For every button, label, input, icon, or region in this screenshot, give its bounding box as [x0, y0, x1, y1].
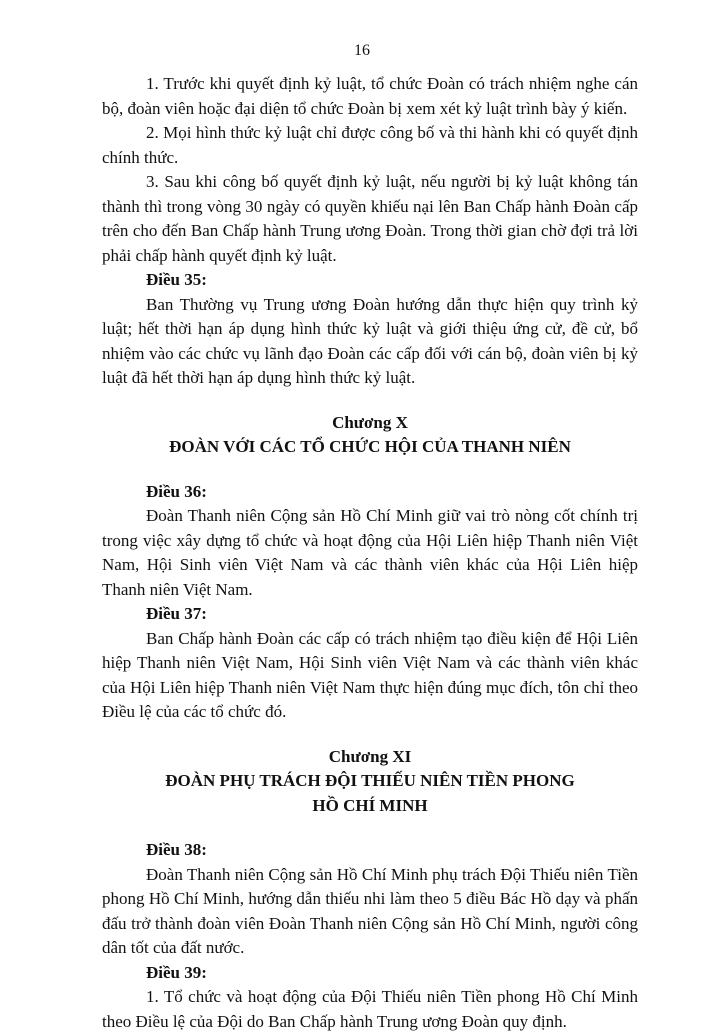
chapter-10-label: Chương X — [332, 412, 408, 432]
article-35-heading: Điều 35: — [146, 270, 207, 289]
article-35-text: Ban Thường vụ Trung ương Đoàn hướng dẫn thực hiện quy trình kỷ luật; hết thời hạn áp dụng hình thức kỷ luật và giới thiệu ứng cử, đề cử, bổ nhiệm vào các chức vụ lãnh đạo Đoàn các cấp đối với cán bộ, đoàn viên bị kỷ luật đã hết thời hạn áp dụng hình thức kỷ luật. — [102, 294, 638, 387]
paragraph-item-2: 2. Mọi hình thức kỷ luật chỉ được công bố và thi hành khi có quyết định chính thức. — [102, 123, 638, 167]
chapter-11-title-line-2: HỒ CHÍ MINH — [312, 795, 428, 815]
chapter-10-title: ĐOÀN VỚI CÁC TỔ CHỨC HỘI CỦA THANH NIÊN — [169, 437, 571, 456]
article-38-heading: Điều 38: — [146, 840, 207, 859]
article-39-heading: Điều 39: — [146, 962, 207, 982]
page-content — [102, 72, 638, 1034]
article-37-heading: Điều 37: — [146, 604, 207, 623]
article-36-heading: Điều 36: — [146, 481, 207, 501]
spacer — [102, 391, 638, 411]
spacer — [102, 725, 638, 745]
page-number: 16 — [354, 42, 370, 59]
spacer — [102, 818, 638, 838]
article-37-text: Ban Chấp hành Đoàn các cấp có trách nhiệm tạo điều kiện để Hội Liên hiệp Thanh niên Việt Nam, Hội Sinh viên Việt Nam và các thành viên khác của Hội Liên hiệp Thanh niên Việt Nam thực hiện đúng mục đích, tôn chỉ theo Điều lệ của các tổ chức đó. — [102, 628, 638, 721]
article-39-paragraph-1: 1. Tổ chức và hoạt động của Đội Thiếu niên Tiền phong Hồ Chí Minh theo Điều lệ của Đội do Ban Chấp hành Trung ương Đoàn quy định. — [102, 987, 638, 1031]
paragraph-item-1: 1. Trước khi quyết định kỷ luật, tổ chức Đoàn có trách nhiệm nghe cán bộ, đoàn viên hoặc đại diện tổ chức Đoàn bị xem xét kỷ luật trình bày ý kiến. — [102, 74, 638, 118]
article-38-text: Đoàn Thanh niên Cộng sản Hồ Chí Minh phụ trách Đội Thiếu niên Tiền phong Hồ Chí Minh, hướng dẫn thiếu nhi làm theo 5 điều Bác Hồ dạy và phấn đấu trở thành đoàn viên Đoàn Thanh niên Cộng sản Hồ Chí Minh, người công dân tốt của đất nước. — [102, 864, 638, 957]
chapter-11-label: Chương XI — [328, 746, 412, 766]
chapter-11-title-line-1: ĐOÀN PHỤ TRÁCH ĐỘI THIẾU NIÊN TIỀN PHONG — [165, 771, 575, 790]
paragraph-item-3: 3. Sau khi công bố quyết định kỷ luật, nếu người bị kỷ luật không tán thành thì trong vòng 30 ngày có quyền khiếu nại lên Ban Chấp hành Đoàn cấp trên cho đến Ban Chấp hành Trung ương Đoàn. Trong thời gian chờ đợi trả lời phải chấp hành quyết định kỷ luật. — [102, 172, 638, 265]
article-36-text: Đoàn Thanh niên Cộng sản Hồ Chí Minh giữ vai trò nòng cốt chính trị trong việc xây dựng tổ chức và hoạt động của Hội Liên hiệp Thanh niên Việt Nam, Hội Sinh viên Việt Nam và các thành viên khác của Hội Liên hiệp Thanh niên Việt Nam. — [102, 506, 638, 599]
spacer — [102, 460, 638, 480]
